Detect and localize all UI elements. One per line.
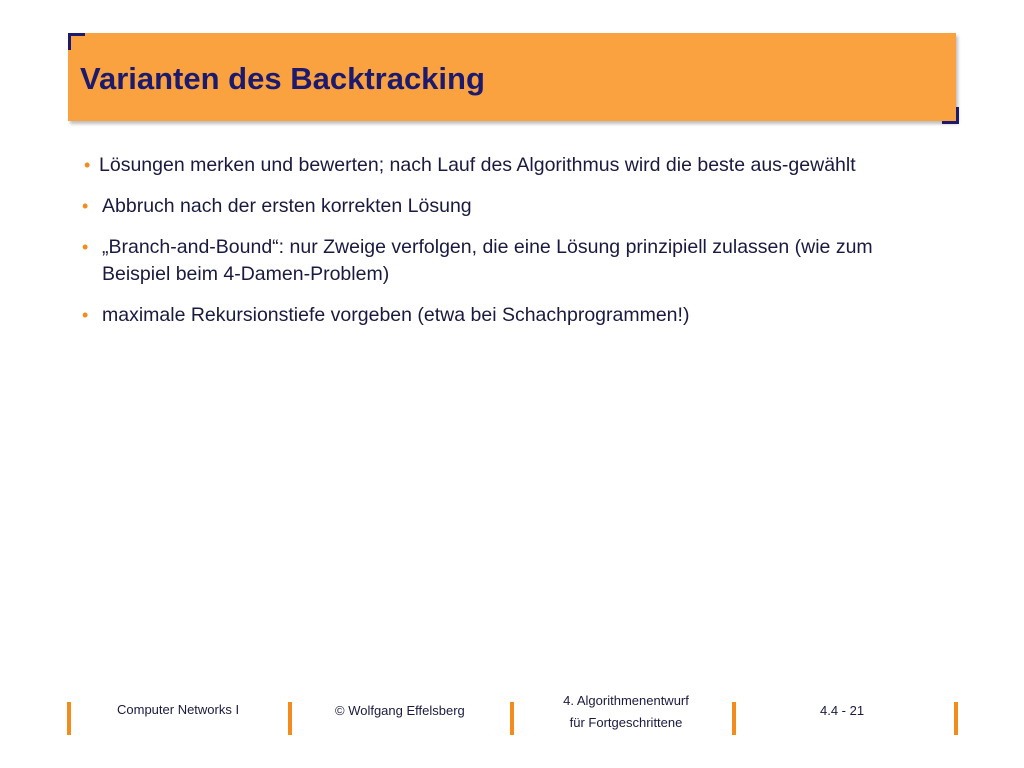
footer-divider xyxy=(67,702,71,735)
title-banner xyxy=(68,33,956,121)
footer-divider xyxy=(510,702,514,735)
bullet-item xyxy=(76,234,936,288)
footer-course: Computer Networks I xyxy=(117,702,240,717)
footer-divider xyxy=(954,702,958,735)
footer-chapter-line1: 4. Algorithmenentwurf xyxy=(563,693,689,708)
footer-chapter xyxy=(520,690,732,734)
bullet-list xyxy=(76,152,936,343)
footer-divider xyxy=(732,702,736,735)
slide-title: Varianten des Backtracking xyxy=(80,61,485,96)
bullet-text: maximale Rekursionstiefe vorgeben (etwa bei Schachprogrammen!) xyxy=(102,304,690,326)
bullet-dot-icon: • xyxy=(84,155,91,175)
footer-divider xyxy=(288,702,292,735)
bullet-item xyxy=(76,302,936,329)
bullet-text: Abbruch nach der ersten korrekten Lösung xyxy=(102,195,472,217)
footer-chapter-line2: für Fortgeschrittene xyxy=(569,715,683,730)
bullet-item xyxy=(76,193,936,220)
bullet-dot-icon: • xyxy=(82,237,89,257)
bullet-text: Lösungen merken und bewerten; nach Lauf des Algorithmus wird die beste aus-gewählt xyxy=(99,154,856,176)
footer-page-number: 4.4 - 21 xyxy=(820,703,865,718)
bullet-item xyxy=(76,152,936,179)
footer-author: © Wolfgang Effelsberg xyxy=(335,703,465,718)
bullet-dot-icon: • xyxy=(82,196,89,216)
corner-mark-bottom-right xyxy=(942,107,959,124)
corner-mark-top-left xyxy=(68,33,85,50)
bullet-dot-icon: • xyxy=(82,305,89,325)
bullet-text: „Branch-and-Bound“: nur Zweige verfolgen, die eine Lösung prinzipiell zulassen (wie zum Beispiel beim 4-Damen-Problem) xyxy=(102,236,873,285)
